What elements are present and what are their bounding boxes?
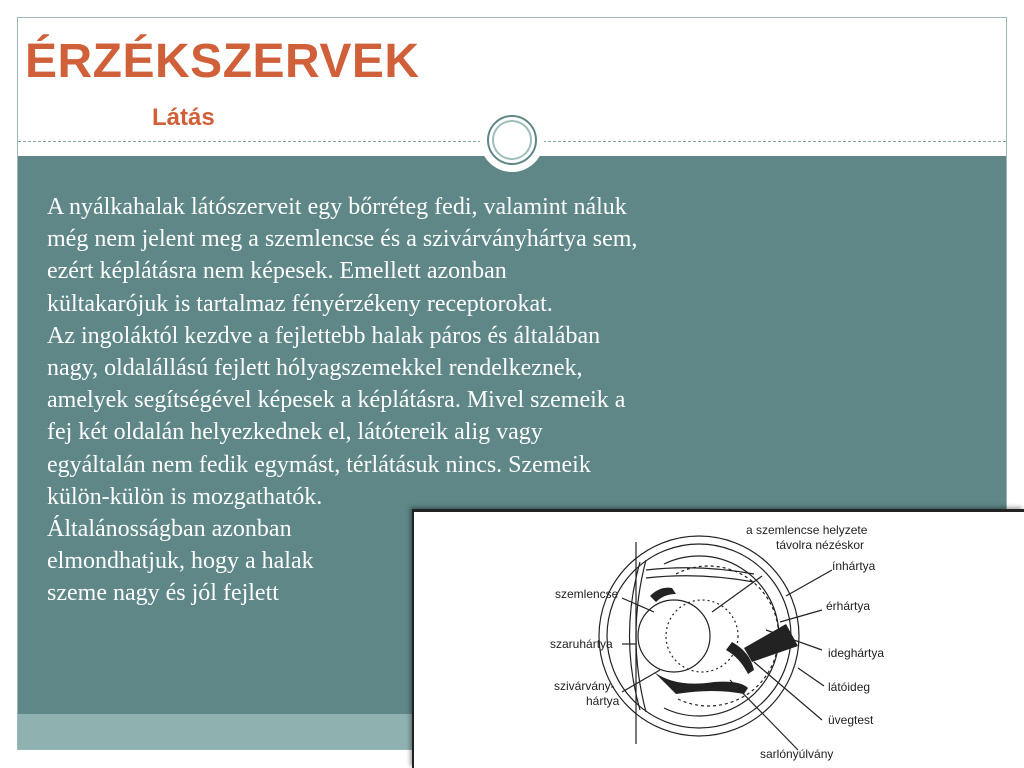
label-lens-position-2: távolra nézéskor bbox=[776, 538, 865, 552]
body-line: A nyálkahalak látószerveit egy bőrréteg fedi, valamint náluk bbox=[47, 194, 627, 220]
slide-subtitle: Látás bbox=[152, 104, 215, 131]
label-choroid: érhártya bbox=[826, 599, 871, 613]
label-lens-position: a szemlencse helyzete bbox=[746, 523, 868, 537]
label-cornea: szaruhártya bbox=[550, 637, 613, 651]
body-line: még nem jelent meg a szemlencse és a szivárványhártya sem, bbox=[47, 226, 638, 253]
body-line: egyáltalán nem fedik egymást, térlátásuk nincs. Szemeik bbox=[47, 451, 591, 478]
label-optic-nerve: látóideg bbox=[828, 680, 871, 694]
label-retina: ideghártya bbox=[828, 646, 885, 660]
body-line: szeme nagy és jól fejlett bbox=[47, 580, 279, 607]
body-line: ezért képlátásra nem képesek. Emellett azonban bbox=[47, 258, 507, 285]
label-lens: szemlencse bbox=[555, 587, 619, 601]
body-line: kültakarójuk is tartalmaz fényérzékeny receptorokat. bbox=[47, 290, 553, 317]
body-line: nagy, oldalállású fejlett hólyagszemekkel rendelkeznek, bbox=[47, 355, 583, 382]
body-line: fej két oldalán helyezkednek el, látótereik alig vagy bbox=[47, 419, 543, 446]
slide-title: ÉRZÉKSZERVEK bbox=[25, 35, 420, 88]
body-line: Az ingoláktól kezdve a fejlettebb halak páros és általában bbox=[47, 322, 601, 349]
body-line: külön-külön is mozgathatók. bbox=[47, 483, 323, 510]
label-iris: szivárvány- bbox=[554, 679, 615, 693]
fish-eye-diagram bbox=[412, 509, 1024, 768]
circle-ornament-icon bbox=[480, 108, 544, 172]
body-line: elmondhatjuk, hogy a halak bbox=[47, 548, 314, 575]
label-iris-2: hártya bbox=[586, 694, 620, 708]
label-vitreous: üvegtest bbox=[828, 713, 874, 727]
label-sclera: ínhártya bbox=[832, 559, 876, 573]
eye-cross-section-drawing bbox=[414, 512, 1024, 768]
body-line: Általánosságban azonban bbox=[47, 516, 292, 543]
label-falciform: sarlónyúlvány bbox=[760, 747, 834, 761]
body-line: amelyek segítségével képesek a képlátásra. Mivel szemeik a bbox=[47, 387, 626, 414]
